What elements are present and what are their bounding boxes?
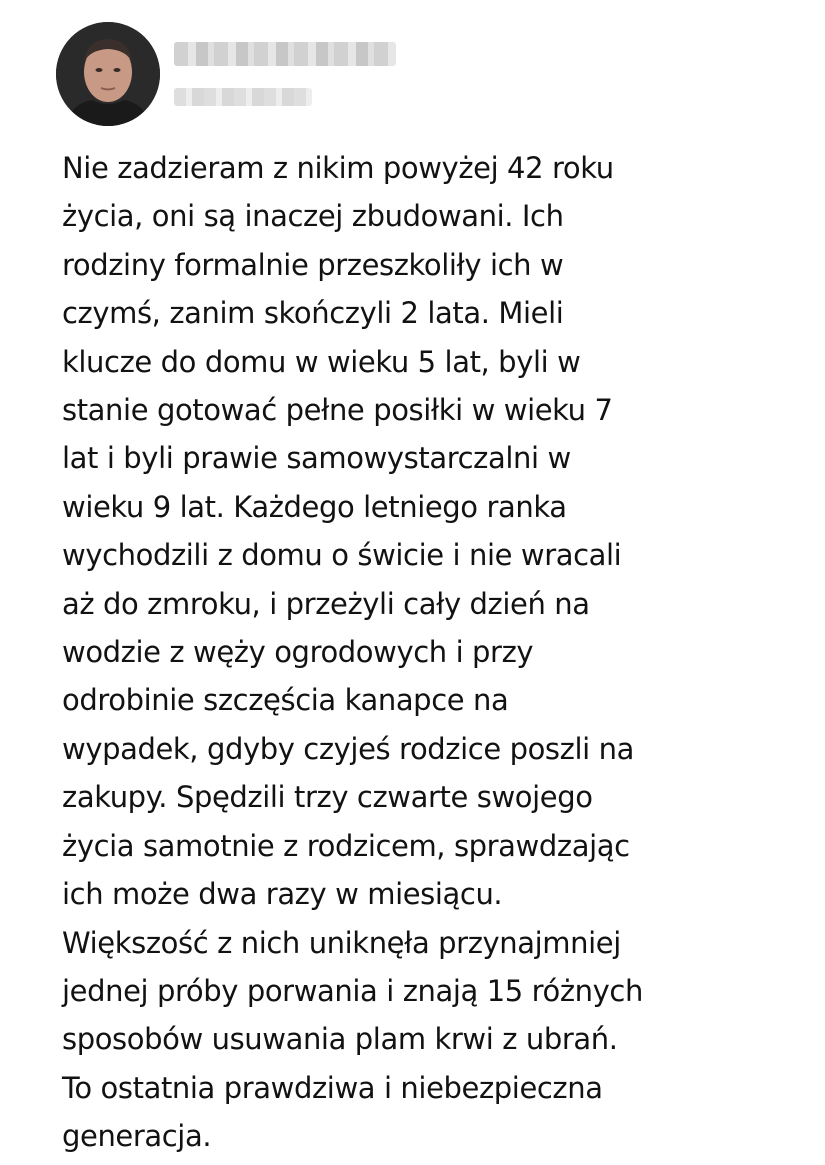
post-text-line: życia, oni są inaczej zbudowani. Ich	[62, 199, 564, 234]
post-text-line: generacja.	[62, 1119, 212, 1154]
post-text-line: życia samotnie z rodzicem, sprawdzając	[62, 828, 630, 863]
author-handle-blurred	[174, 88, 312, 106]
post-text-line: wychodzili z domu o świcie i nie wracali	[62, 538, 622, 573]
post-text-line: czymś, zanim skończyli 2 lata. Mieli	[62, 296, 564, 331]
post-text-line: zakupy. Spędzili trzy czwarte swojego	[62, 780, 593, 815]
profile-photo-icon	[56, 22, 160, 126]
post-text-line: Nie zadzieram z nikim powyżej 42 roku	[62, 151, 614, 185]
post-text-line: sposobów usuwania plam krwi z ubrań.	[62, 1022, 618, 1057]
post-text-line: lat i byli prawie samowystarczalni w	[62, 441, 571, 476]
author-avatar[interactable]	[56, 22, 160, 126]
post-text-line: ich może dwa razy w miesiącu.	[62, 877, 503, 912]
post-text-line: aż do zmroku, i przeżyli cały dzień na	[62, 586, 590, 621]
post-text-line: stanie gotować pełne posiłki w wieku 7	[62, 393, 613, 428]
post-text-line: wieku 9 lat. Każdego letniego ranka	[62, 489, 567, 524]
post-text-line: odrobinie szczęścia kanapce na	[62, 683, 509, 718]
post-text-line: To ostatnia prawdziwa i niebezpieczna	[62, 1070, 603, 1105]
post-text-line: wodzie z węży ogrodowych i przy	[62, 635, 534, 670]
post-text-line: jednej próby porwania i znają 15 różnych	[62, 973, 643, 1008]
post-text-line: rodziny formalnie przeszkoliły ich w	[62, 247, 564, 282]
post-text	[62, 144, 802, 1161]
post-text-line: klucze do domu w wieku 5 lat, byli w	[62, 344, 581, 379]
author-name-blurred[interactable]	[174, 42, 396, 66]
post-text-line: wypadek, gdyby czyjeś rodzice poszli na	[62, 731, 634, 766]
post-text-line: Większość z nich uniknęła przynajmniej	[62, 925, 621, 960]
